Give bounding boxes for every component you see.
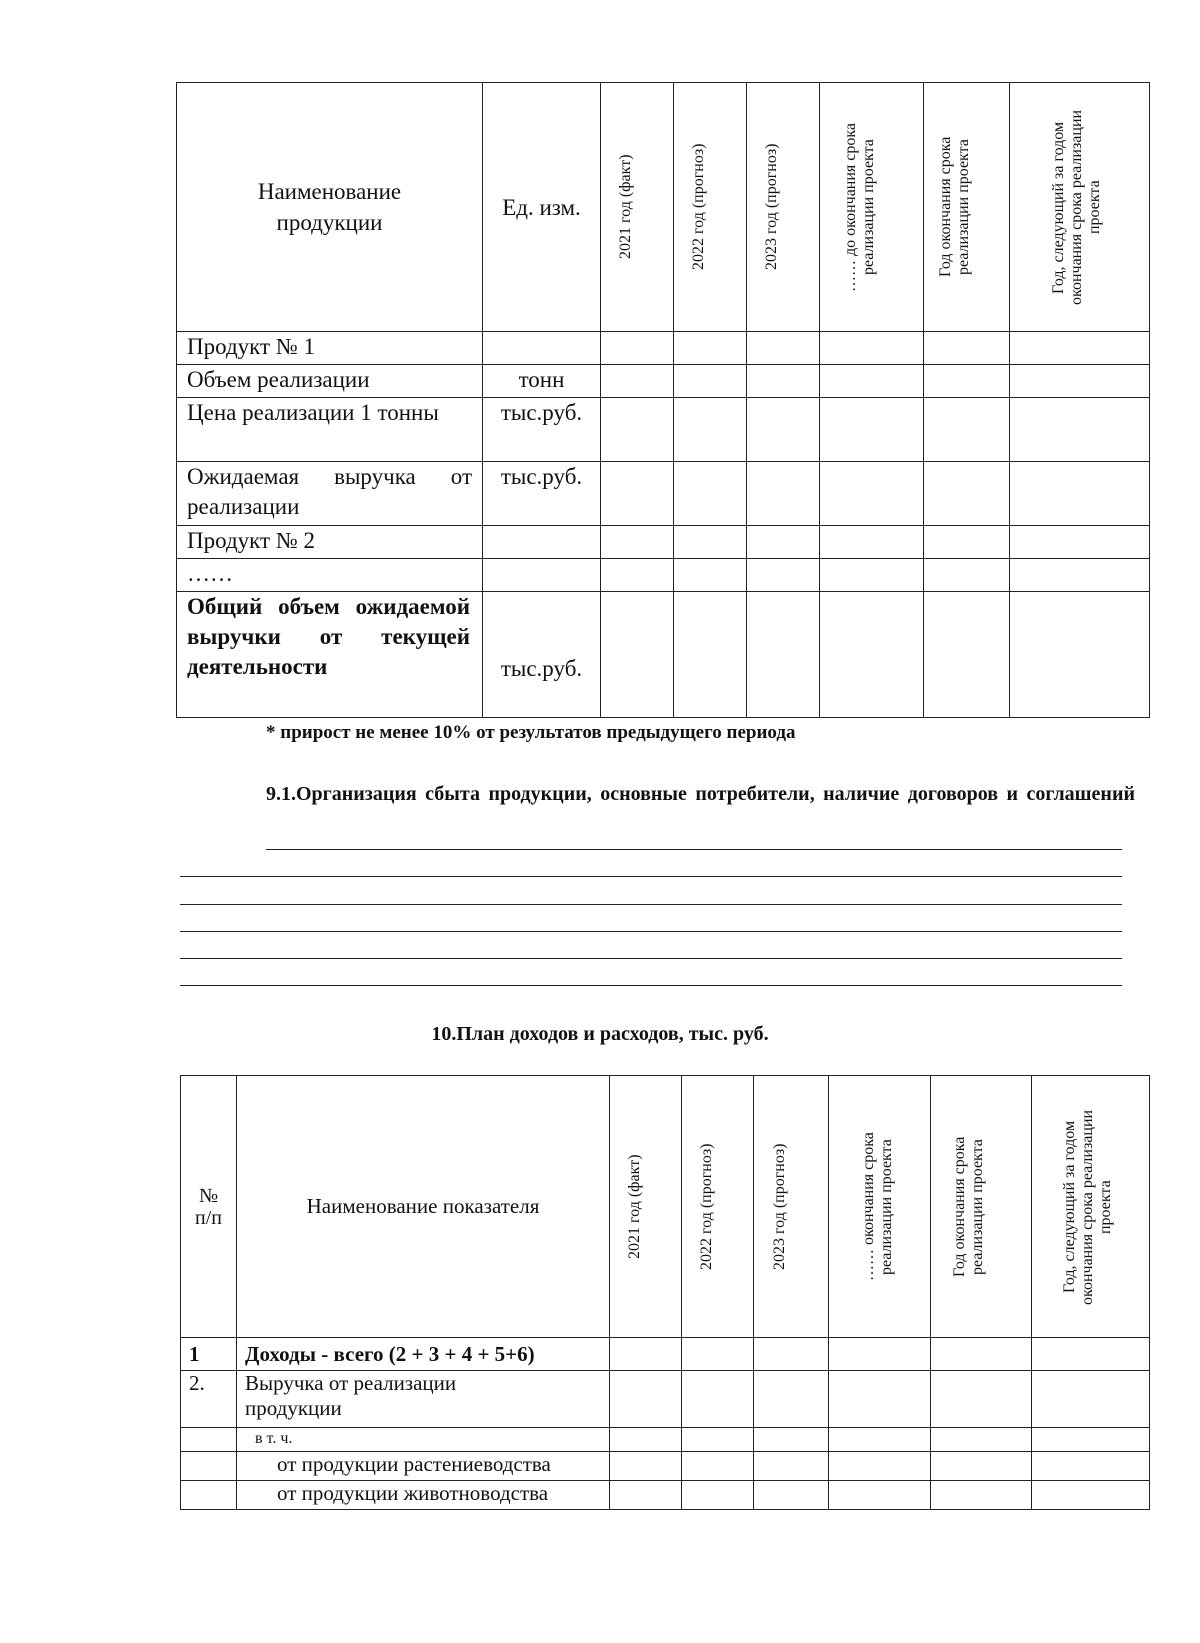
col-header-2023: 2023 год (прогноз) [754,1076,829,1338]
row-unit: тыс.руб. [483,398,601,462]
row-name: от продукции животноводства [237,1481,610,1510]
row-name: Общий объем ожидаемой выручки от текущей деятельности [177,592,483,718]
row-num [181,1481,237,1510]
fill-line-2 [180,876,1122,877]
row-name: Продукт № 2 [177,526,483,559]
row-name: Ожидаемая выручка от реализации [177,462,483,526]
fill-line-3 [180,904,1122,905]
table-row [177,462,1150,526]
table-header-row [177,83,1150,332]
growth-note: * прирост не менее 10% от результатов предыдущего периода [266,722,796,743]
col-header-end-year: Год окончания срока реализации проекта [931,1076,1032,1338]
row-num: 1 [181,1338,237,1371]
col-header-name: Наименование показателя [237,1076,610,1338]
row-name: Объем реализации [177,365,483,398]
row-num [181,1452,237,1481]
table-row [181,1452,1150,1481]
row-name: Продукт № 1 [177,332,483,365]
row-name: в т. ч. [237,1428,610,1452]
col-header-name: Наименование продукции [177,83,483,332]
fill-line-1 [266,849,1122,850]
table-row-total [177,592,1150,718]
table-row [181,1428,1150,1452]
row-num [181,1428,237,1452]
table-row [177,365,1150,398]
fill-line-6 [180,985,1122,986]
col-header-2022: 2022 год (прогноз) [674,83,747,332]
row-unit: тыс.руб. [483,462,601,526]
col-header-unit: Ед. изм. [483,83,601,332]
table-header-row [181,1076,1150,1338]
fill-line-5 [180,958,1122,959]
col-header-2021: 2021 год (факт) [601,83,674,332]
row-name: Доходы - всего (2 + 3 + 4 + 5+6) [237,1338,610,1371]
col-header-2022: 2022 год (прогноз) [682,1076,754,1338]
row-name: Выручка от реализации продукции [237,1371,610,1428]
table-row [177,559,1150,592]
row-name: от продукции растениеводства [237,1452,610,1481]
table-row [181,1481,1150,1510]
sales-volume-table [176,82,1150,718]
row-unit [483,332,601,365]
table-row [181,1371,1150,1428]
row-name: …… [177,559,483,592]
row-num: 2. [181,1371,237,1428]
table-row [177,398,1150,462]
income-expense-table [180,1075,1150,1510]
col-header-next-year: Год, следующий за годом окончания срока реализации проекта [1010,83,1150,332]
col-header-num: № п/п [181,1076,237,1338]
fill-line-4 [180,931,1122,932]
row-unit: тонн [483,365,601,398]
section-9-1-title: 9.1.Организация сбыта продукции, основные потребители, наличие договоров и соглашений [266,783,1135,805]
row-unit [483,559,601,592]
col-header-end-year: Год окончания срока реализации проекта [924,83,1010,332]
table-row [177,526,1150,559]
col-header-2021: 2021 год (факт) [610,1076,682,1338]
row-unit: тыс.руб. [483,592,601,718]
row-unit [483,526,601,559]
row-name: Цена реализации 1 тонны [177,398,483,462]
col-header-until-end: …… окончания срока реализации проекта [829,1076,931,1338]
col-header-next-year: Год, следующий за годом окончания срока реализации проекта [1032,1076,1150,1338]
section-10-title: 10.План доходов и расходов, тыс. руб. [431,1023,769,1045]
col-header-2023: 2023 год (прогноз) [747,83,820,332]
col-header-until-end: …… до окончания срока реализации проекта [820,83,924,332]
table-row [177,332,1150,365]
table-row [181,1338,1150,1371]
